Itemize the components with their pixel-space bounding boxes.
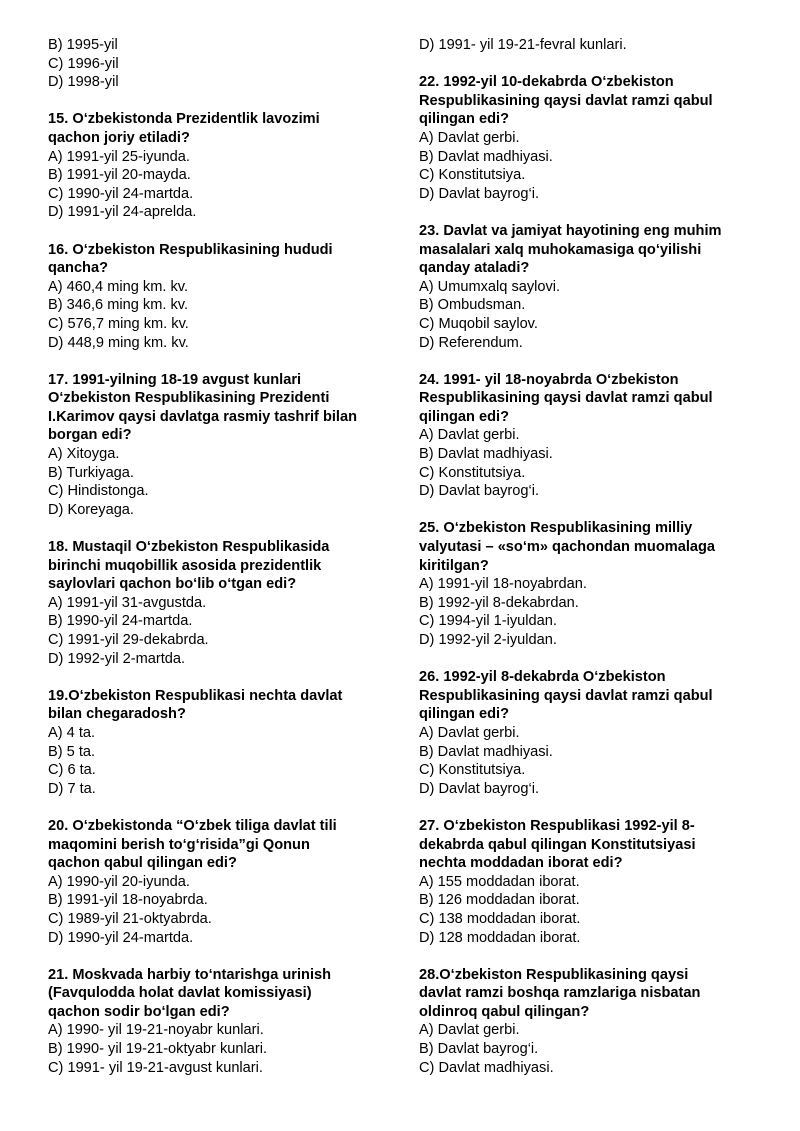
answer-option: A) Davlat gerbi.	[419, 724, 520, 741]
answer-option: C) 1991-yil 29-dekabrda.	[48, 632, 209, 648]
question-text: oldinroq qabul qilingan?	[419, 1003, 590, 1020]
answer-option: C) Hindistonga.	[48, 483, 149, 500]
answer-option: D) 1992-yil 2-iyuldan.	[419, 632, 557, 648]
question-block	[419, 966, 764, 1078]
answer-option: C) 138 moddadan iborat.	[419, 910, 581, 927]
question-text: dekabrda qabul qilingan Konstitutsiyasi	[419, 836, 696, 853]
answer-option: D) 1991-yil 24-aprelda.	[48, 204, 197, 221]
question-text: qilingan edi?	[419, 408, 509, 425]
answer-option: B) 5 ta.	[48, 743, 96, 760]
question-text: Respublikasining qaysi davlat ramzi qabul	[419, 92, 713, 109]
answer-option: B) 1990- yil 19-21-oktyabr kunlari.	[48, 1041, 268, 1058]
answer-option: B) Davlat madhiyasi.	[419, 743, 553, 760]
spacer	[419, 352, 764, 371]
answer-option: B) 1990-yil 24-martda.	[48, 613, 193, 630]
question-block	[48, 371, 398, 520]
answer-option: A) Davlat gerbi.	[419, 129, 520, 146]
answer-option: D) 1990-yil 24-martda.	[48, 929, 194, 946]
question-block	[48, 241, 398, 353]
question-block	[419, 73, 764, 203]
question-text: davlat ramzi boshqa ramzlariga nisbatan	[419, 985, 701, 1002]
spacer	[419, 501, 764, 520]
question-text: 19.O‘zbekiston Respublikasi nechta davlat	[48, 687, 343, 704]
spacer	[48, 92, 398, 111]
spacer	[419, 55, 764, 74]
answer-option: C) 6 ta.	[48, 762, 96, 779]
question-text: qachon qabul qilingan edi?	[48, 855, 237, 872]
question-block	[419, 222, 764, 352]
answer-option: A) 4 ta.	[48, 724, 96, 741]
answer-option: D) Davlat bayrog‘i.	[419, 780, 540, 797]
answer-option: B) Davlat madhiyasi.	[419, 148, 553, 165]
question-text: Respublikasining qaysi davlat ramzi qabul	[419, 687, 713, 704]
question-text: 15. O‘zbekistonda Prezidentlik lavozimi	[48, 111, 320, 128]
continued-options	[48, 36, 398, 92]
question-text: qancha?	[48, 260, 109, 277]
answer-option: A) 1991-yil 25-iyunda.	[48, 148, 190, 165]
question-text: bilan chegaradosh?	[48, 706, 186, 723]
answer-option: A) 155 moddadan iborat.	[419, 873, 580, 890]
answer-option: C) 576,7 ming km. kv.	[48, 315, 189, 332]
answer-option: B) 1991-yil 18-noyabrda.	[48, 892, 208, 909]
answer-option: B) Turkiyaga.	[48, 464, 134, 481]
question-block	[419, 817, 764, 947]
question-text: 27. O‘zbekiston Respublikasi 1992-yil 8-	[419, 817, 695, 834]
question-text: 25. O‘zbekiston Respublikasining milliy	[419, 520, 693, 537]
question-text: 17. 1991-yilning 18-19 avgust kunlari	[48, 371, 302, 388]
answer-option: B) 1991-yil 20-mayda.	[48, 167, 191, 184]
answer-option: A) Davlat gerbi.	[419, 1022, 520, 1039]
question-text: qilingan edi?	[419, 111, 509, 128]
answer-option: A) Davlat gerbi.	[419, 427, 520, 444]
question-text: 23. Davlat va jamiyat hayotining eng muhim	[419, 222, 722, 239]
answer-option: B) 346,6 ming km. kv.	[48, 297, 189, 314]
answer-option: C) 1996-yil	[48, 55, 119, 72]
question-text: 24. 1991- yil 18-noyabrda O‘zbekiston	[419, 371, 679, 388]
answer-option: D) Davlat bayrog‘i.	[419, 483, 540, 500]
answer-option: C) Konstitutsiya.	[419, 762, 526, 779]
answer-option: D) 128 moddadan iborat.	[419, 929, 581, 946]
answer-option: A) 460,4 ming km. kv.	[48, 278, 189, 295]
answer-option: B) 1992-yil 8-dekabrdan.	[419, 594, 579, 611]
answer-option: C) 1989-yil 21-oktyabrda.	[48, 910, 212, 927]
answer-option: A) Umumxalq saylovi.	[419, 278, 561, 295]
answer-option: B) 126 moddadan iborat.	[419, 892, 580, 909]
question-block	[419, 371, 764, 501]
spacer	[48, 352, 398, 371]
answer-option: D) 1992-yil 2-martda.	[48, 650, 186, 667]
question-text: 28.O‘zbekiston Respublikasining qaysi	[419, 966, 689, 983]
question-text: nechta moddadan iborat edi?	[419, 855, 623, 872]
spacer	[419, 947, 764, 966]
answer-option: D) 7 ta.	[48, 780, 96, 797]
question-block	[48, 110, 398, 222]
question-text: qilingan edi?	[419, 706, 509, 723]
answer-option: C) 1991- yil 19-21-avgust kunlari.	[48, 1059, 263, 1076]
question-text: maqomini berish to‘g‘risida”gi Qonun	[48, 836, 310, 853]
answer-option: C) 1990-yil 24-martda.	[48, 185, 194, 202]
spacer	[48, 798, 398, 817]
answer-option: A) 1991-yil 18-noyabrdan.	[419, 576, 587, 593]
answer-option: B) Davlat madhiyasi.	[419, 446, 553, 463]
question-text: Respublikasining qaysi davlat ramzi qabul	[419, 390, 713, 407]
question-text: qachon sodir bo‘lgan edi?	[48, 1003, 230, 1020]
question-text: borgan edi?	[48, 427, 132, 444]
question-text: kiritilgan?	[419, 557, 489, 574]
answer-option: A) 1991-yil 31-avgustda.	[48, 594, 207, 611]
question-block	[419, 519, 764, 649]
question-text: 18. Mustaqil O‘zbekiston Respublikasida	[48, 539, 330, 556]
question-text: (Favqulodda holat davlat komissiyasi)	[48, 985, 312, 1002]
spacer	[419, 798, 764, 817]
question-text: qachon joriy etiladi?	[48, 129, 190, 146]
spacer	[48, 519, 398, 538]
spacer	[48, 222, 398, 241]
spacer	[419, 650, 764, 669]
answer-option: A) 1990-yil 20-iyunda.	[48, 873, 190, 890]
question-text: valyutasi – «so‘m» qachondan muomalaga	[419, 539, 716, 556]
answer-option: B) Ombudsman.	[419, 297, 526, 314]
answer-option: C) 1994-yil 1-iyuldan.	[419, 613, 557, 630]
answer-option: D) Referendum.	[419, 334, 523, 351]
answer-option: C) Konstitutsiya.	[419, 464, 526, 481]
spacer	[419, 203, 764, 222]
question-text: 21. Moskvada harbiy to‘ntarishga urinish	[48, 966, 332, 983]
question-text: 26. 1992-yil 8-dekabrda O‘zbekiston	[419, 669, 666, 686]
question-block	[48, 687, 398, 799]
answer-option: D) 1991- yil 19-21-fevral kunlari.	[419, 37, 627, 53]
answer-option: C) Konstitutsiya.	[419, 167, 526, 184]
question-text: masalalari xalq muhokamasiga qo‘yilishi	[419, 241, 702, 258]
answer-option: C) Muqobil saylov.	[419, 315, 538, 332]
question-text: qanday ataladi?	[419, 260, 530, 277]
answer-option: D) Koreyaga.	[48, 501, 134, 518]
spacer	[48, 947, 398, 966]
question-block	[419, 668, 764, 798]
question-block	[48, 817, 398, 947]
answer-option: A) 1990- yil 19-21-noyabr kunlari.	[48, 1022, 264, 1039]
question-text: O‘zbekiston Respublikasining Prezidenti	[48, 390, 330, 407]
question-text: 22. 1992-yil 10-dekabrda O‘zbekiston	[419, 74, 674, 91]
left-column	[48, 36, 398, 1077]
spacer	[48, 668, 398, 687]
question-text: birinchi muqobillik asosida prezidentlik	[48, 557, 322, 574]
right-column	[419, 36, 764, 1077]
answer-option: A) Xitoyga.	[48, 446, 120, 463]
question-text: 20. O‘zbekistonda “O‘zbek tiliga davlat tili	[48, 817, 337, 834]
answer-option: D) Davlat bayrog‘i.	[419, 185, 540, 202]
question-text: saylovlari qachon bo‘lib o‘tgan edi?	[48, 576, 297, 593]
answer-option: B) Davlat bayrog‘i.	[419, 1041, 539, 1058]
question-block	[48, 966, 398, 1078]
answer-option: B) 1995-yil	[48, 37, 118, 53]
answer-option: D) 1998-yil	[48, 74, 119, 91]
answer-option: C) Davlat madhiyasi.	[419, 1059, 554, 1076]
continued-options	[419, 36, 764, 55]
question-text: 16. O‘zbekiston Respublikasining hududi	[48, 241, 333, 258]
answer-option: D) 448,9 ming km. kv.	[48, 334, 189, 351]
question-block	[48, 538, 398, 668]
question-text: I.Karimov qaysi davlatga rasmiy tashrif bilan	[48, 408, 358, 425]
